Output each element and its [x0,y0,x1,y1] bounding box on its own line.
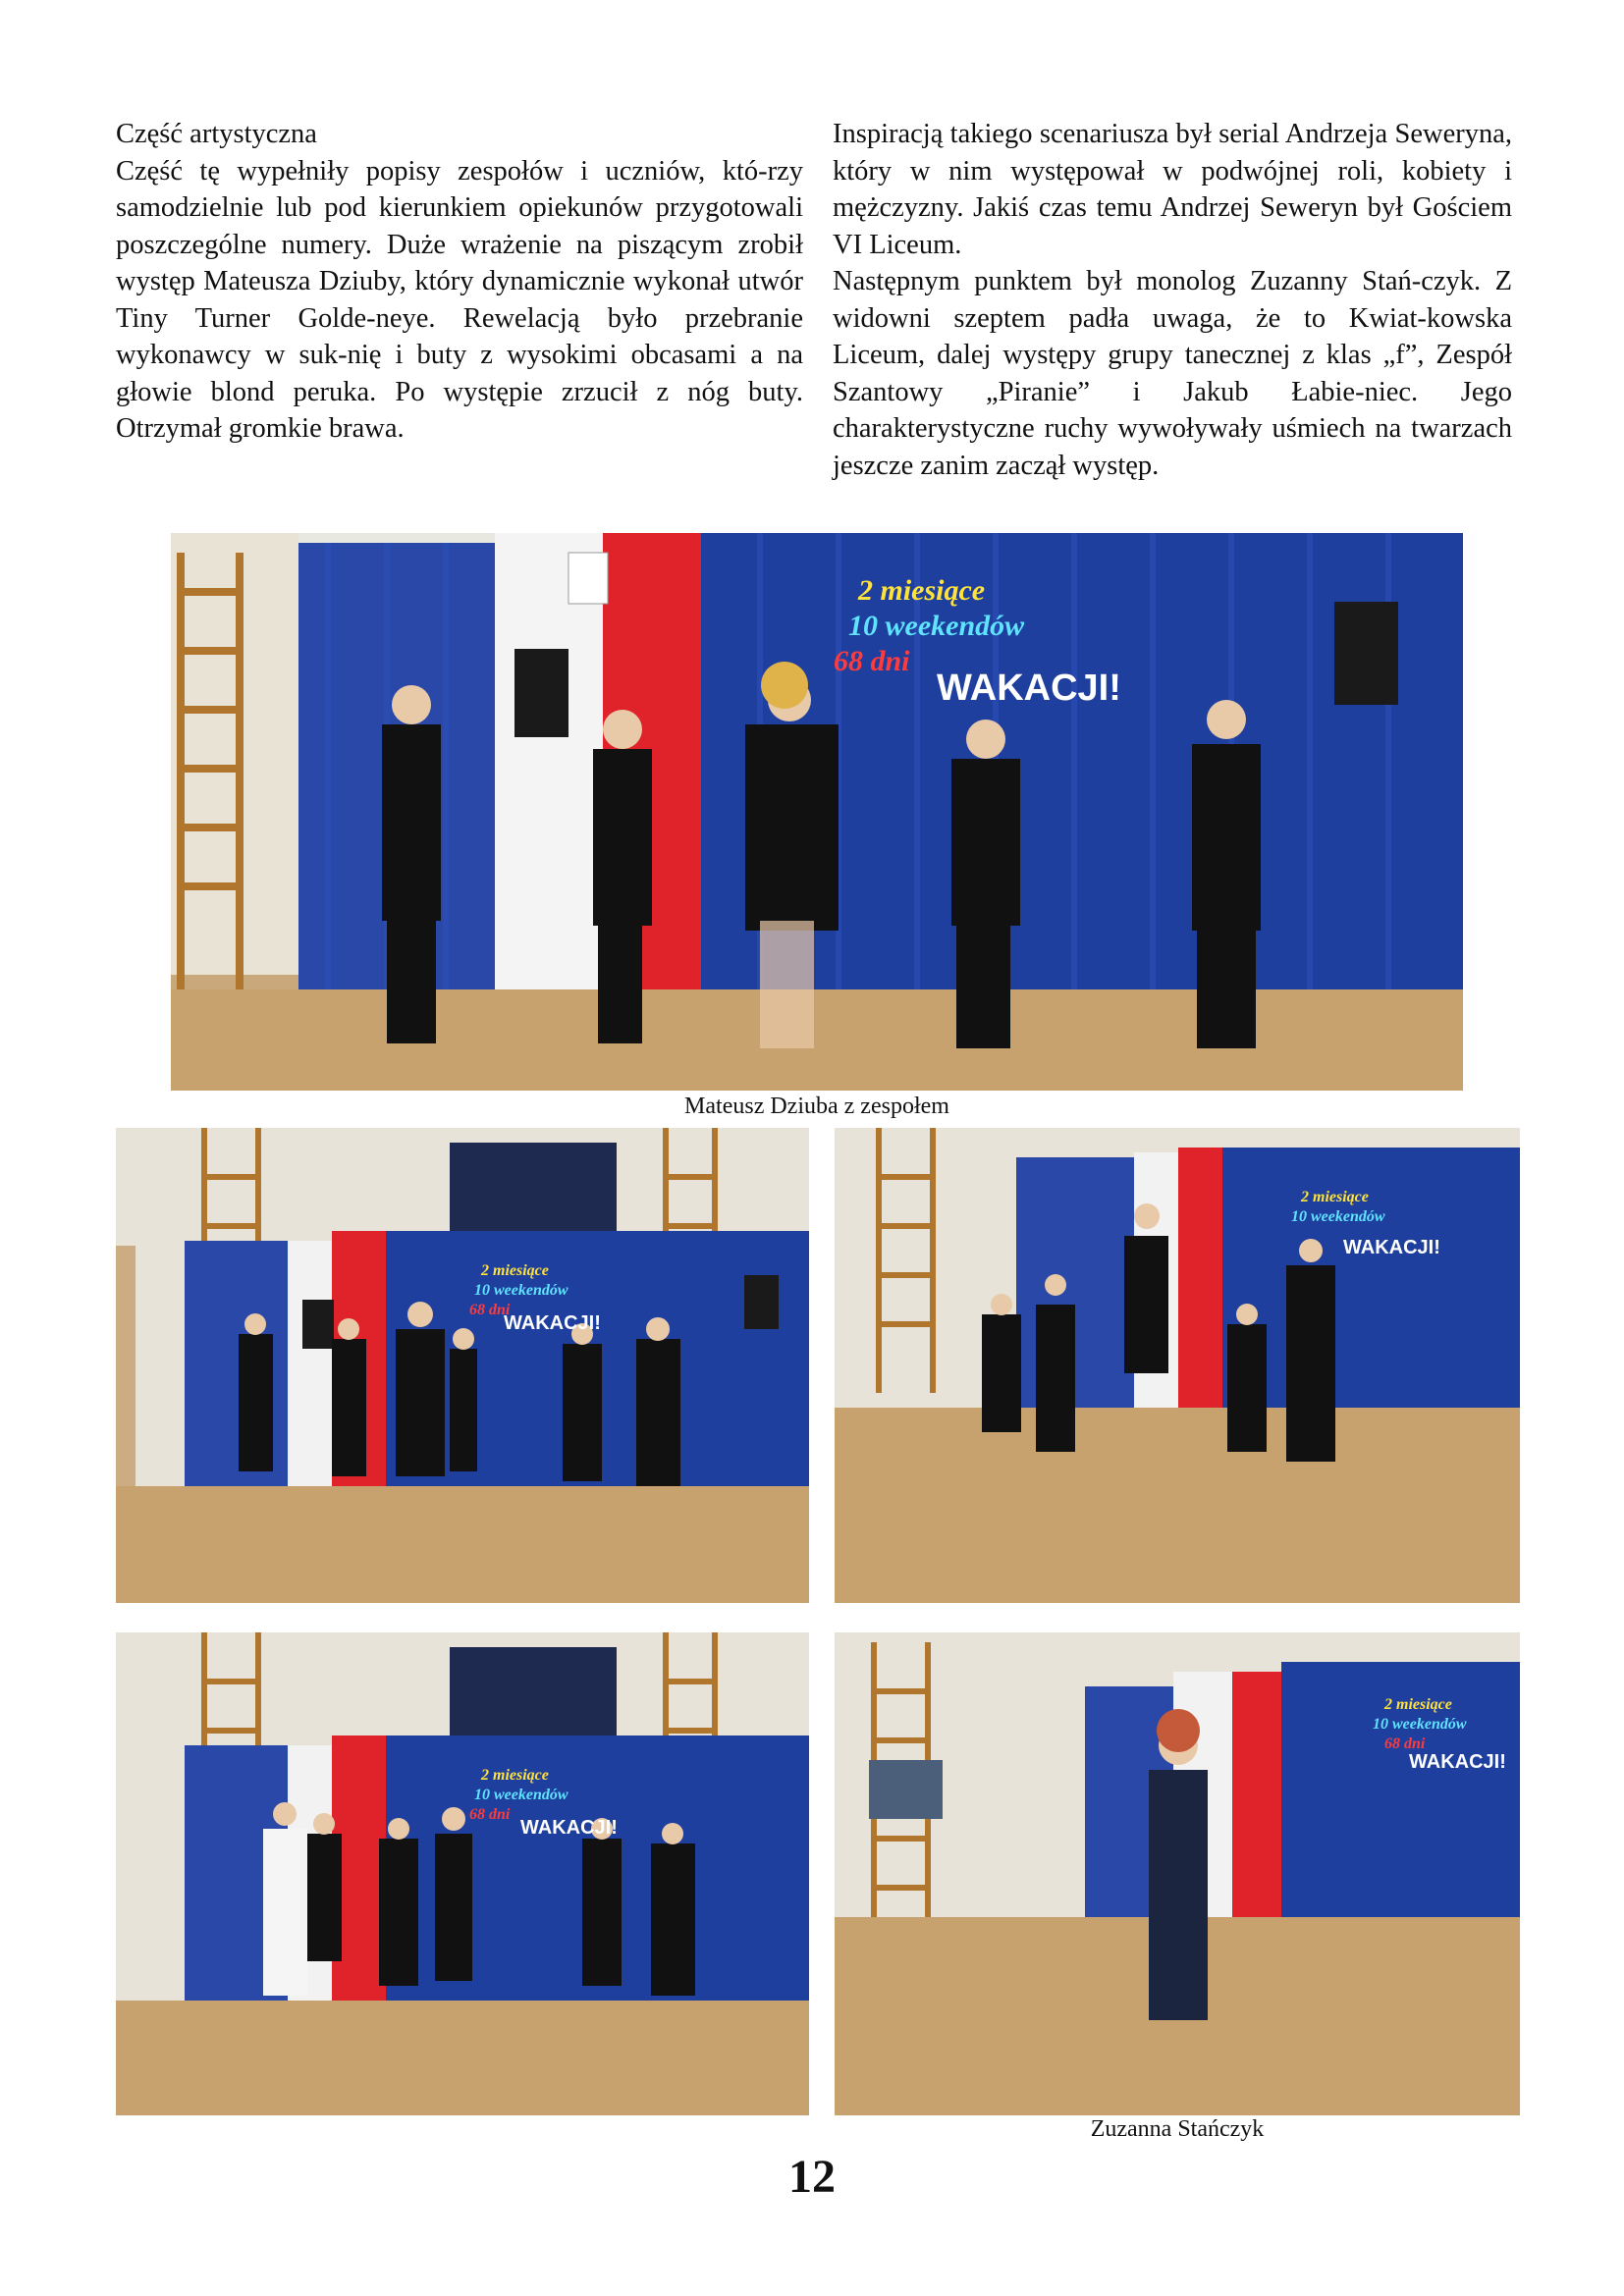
right-text-column [833,116,1512,484]
banner-line-1: 2 miesiące [1384,1696,1452,1713]
banner-line-2: 10 weekendów [474,1282,568,1299]
banner-line-3: 68 dni [834,645,910,677]
banner-line-2: 10 weekendów [1291,1208,1385,1225]
banner-line-4: WAKACJI! [1409,1751,1506,1773]
banner-line-1: 2 miesiące [1301,1189,1369,1205]
banner-line-4: WAKACJI! [504,1312,601,1334]
banner-line-3: 68 dni [469,1806,511,1823]
banner-line-1: 2 miesiące [481,1262,549,1279]
left-text-column [116,116,803,448]
banner-line-2: 10 weekendów [1373,1716,1467,1733]
caption-photo-6: Zuzanna Stańczyk [1090,2116,1265,2142]
photo-stage-group [171,533,1463,1091]
photo-stage-poses [835,1128,1520,1603]
banner-line-1: 2 miesiące [481,1767,549,1784]
banner-line-4: WAKACJI! [1343,1237,1440,1258]
banner-line-2: 10 weekendów [848,610,1025,642]
photo-stage-dancers [116,1632,809,2115]
photo-monologue [835,1632,1520,2115]
banner-line-3: 68 dni [1384,1735,1426,1752]
banner-line-2: 10 weekendów [474,1787,568,1803]
banner-line-4: WAKACJI! [937,667,1121,709]
right-paragraph-1: Inspiracją takiego scenariusza był serial Andrzeja Seweryna, który w nim występował w podwójnej roli, kobiety i mężczyzny. Jakiś czas temu Andrzej Seweryn był Gościem VI Liceum. [833,119,1512,260]
left-paragraph: Część tę wypełniły popisy zespołów i uczniów, któ-rzy samodzielnie lub pod kierunkiem opiekunów przygotowali poszczególne numery. Duże wrażenie na piszącym zrobił występ Mateusza Dziuby, który dynamicznie wykonał utwór Tiny Turner Golde-neye. Rewelacją było przebranie wykonawcy w suk-nię i buty z wysokimi obcasami a na głowie blond peruka. Po występie zrzucił z nóg buty. Otrzymał gromkie brawa. [116,155,803,444]
section-heading: Część artystyczna [116,119,317,149]
banner-line-1: 2 miesiące [858,574,986,607]
caption-photo-1: Mateusz Dziuba z zespołem [684,1094,949,1119]
banner-line-4: WAKACJI! [520,1817,618,1839]
page-number: 12 [788,2151,836,2203]
right-paragraph-2: Następnym punktem był monolog Zuzanny Stań-czyk. Z widowni szeptem padła uwaga, że to Kwiat-kowska Liceum, dalej występy grupy tanecznej z klas „f”, Zespół Szantowy „Piranie” i Jakub Łabie-niec. Jego charakterystyczne ruchy wywoływały uśmiech na twarzach jeszcze zanim zaczął występ. [833,266,1512,481]
banner-line-3: 68 dni [469,1302,511,1318]
photo-stage-wide [116,1128,809,1603]
